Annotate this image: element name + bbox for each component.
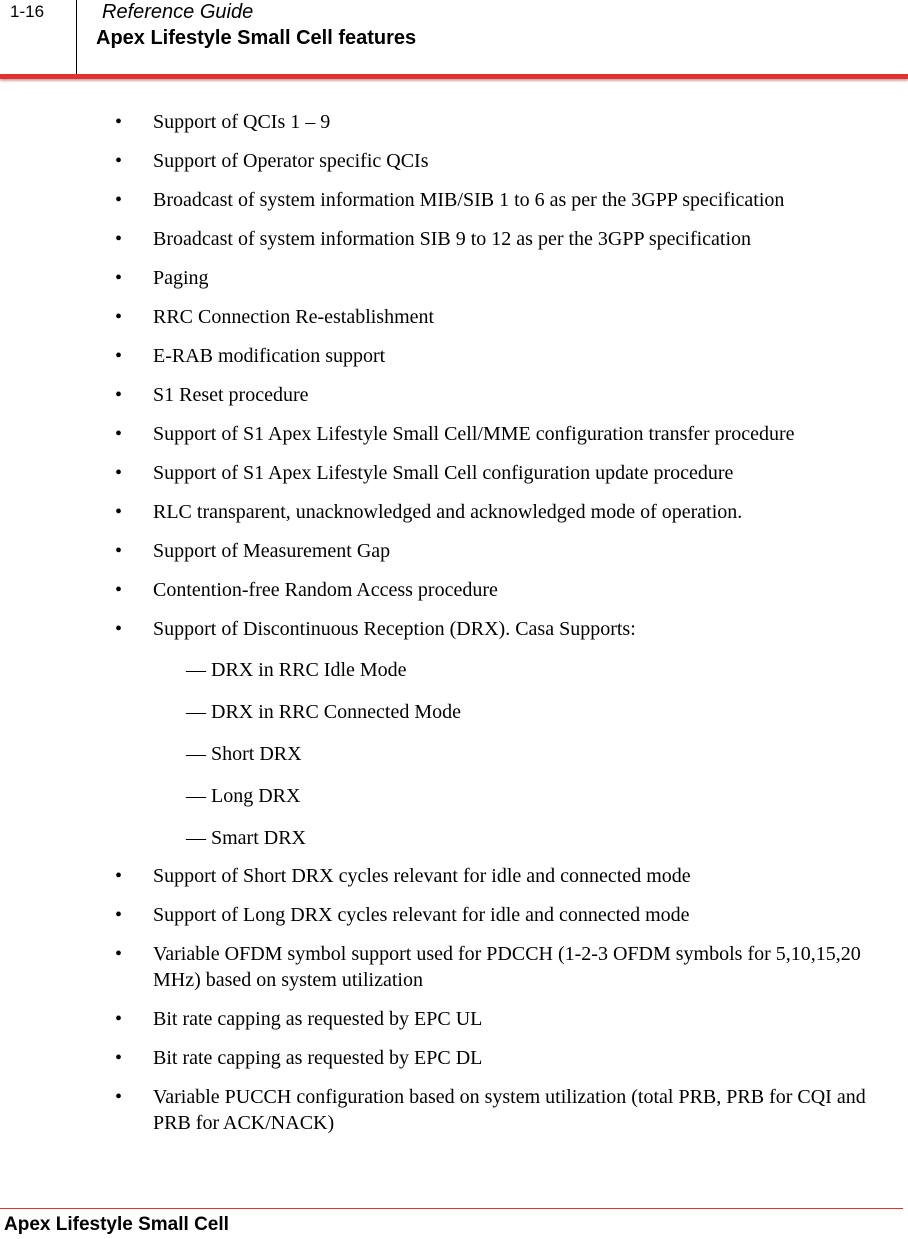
bullet-icon: • bbox=[115, 345, 123, 367]
list-item bbox=[0, 265, 908, 291]
list-item bbox=[0, 538, 908, 564]
list-item-text: Contention-free Random Access procedure bbox=[153, 579, 498, 601]
list-item-text: Variable PUCCH configuration based on system utilization (total PRB, PRB for CQI and PRB for ACK/NACK) bbox=[153, 1086, 866, 1134]
list-item bbox=[0, 148, 908, 174]
list-item-text: Bit rate capping as requested by EPC UL bbox=[153, 1008, 483, 1030]
bullet-icon: • bbox=[115, 306, 123, 328]
list-item-text: Support of Measurement Gap bbox=[153, 540, 391, 562]
bullet-icon: • bbox=[115, 618, 123, 640]
list-item-text: Variable OFDM symbol support used for PDCCH (1-2-3 OFDM symbols for 5,10,15,20 MHz) based on system utilization bbox=[153, 943, 861, 991]
list-item bbox=[0, 863, 908, 889]
list-item bbox=[0, 304, 908, 330]
bullet-icon: • bbox=[115, 1008, 123, 1030]
list-item bbox=[0, 1084, 908, 1136]
list-item-text: S1 Reset procedure bbox=[153, 384, 309, 406]
list-item bbox=[0, 421, 908, 447]
sub-list-item: — Long DRX bbox=[186, 785, 301, 807]
list-item-text: E-RAB modification support bbox=[153, 345, 386, 367]
list-item bbox=[0, 460, 908, 486]
bullet-icon: • bbox=[115, 865, 123, 887]
sub-list-item: — Short DRX bbox=[186, 743, 302, 765]
list-item-text: Broadcast of system information SIB 9 to 12 as per the 3GPP specification bbox=[153, 228, 752, 250]
list-item-text: Support of Discontinuous Reception (DRX). Casa Supports: bbox=[153, 618, 636, 640]
list-item bbox=[0, 616, 908, 851]
list-item bbox=[0, 382, 908, 408]
drx-sublist bbox=[153, 657, 898, 851]
list-item-text: RRC Connection Re-establishment bbox=[153, 306, 435, 328]
list-item bbox=[0, 941, 908, 993]
list-item bbox=[0, 577, 908, 603]
bullet-icon: • bbox=[115, 267, 123, 289]
sub-list-item: — DRX in RRC Connected Mode bbox=[186, 701, 461, 723]
footer-rule bbox=[0, 1208, 903, 1209]
list-item-text: Support of Long DRX cycles relevant for idle and connected mode bbox=[153, 904, 690, 926]
bullet-icon: • bbox=[115, 384, 123, 406]
section-title: Apex Lifestyle Small Cell features bbox=[96, 27, 417, 49]
bullet-icon: • bbox=[115, 540, 123, 562]
footer-title: Apex Lifestyle Small Cell bbox=[4, 1214, 229, 1235]
bullet-icon: • bbox=[115, 150, 123, 172]
list-item-text: Broadcast of system information MIB/SIB 1 to 6 as per the 3GPP specification bbox=[153, 189, 785, 211]
list-item bbox=[0, 499, 908, 525]
bullet-icon: • bbox=[115, 943, 123, 965]
list-item bbox=[0, 187, 908, 213]
bullet-icon: • bbox=[115, 423, 123, 445]
list-item-text: Support of S1 Apex Lifestyle Small Cell/MME configuration transfer procedure bbox=[153, 423, 795, 445]
bullet-icon: • bbox=[115, 501, 123, 523]
bullet-icon: • bbox=[115, 462, 123, 484]
page-header bbox=[0, 0, 908, 80]
list-item bbox=[0, 226, 908, 252]
list-item-text: Support of QCIs 1 – 9 bbox=[153, 111, 331, 133]
sub-list-item: — DRX in RRC Idle Mode bbox=[186, 659, 407, 681]
bullet-icon: • bbox=[115, 228, 123, 250]
header-divider bbox=[76, 0, 77, 76]
bullet-icon: • bbox=[115, 579, 123, 601]
list-item bbox=[0, 343, 908, 369]
list-item-text: Support of Operator specific QCIs bbox=[153, 150, 429, 172]
bullet-icon: • bbox=[115, 111, 123, 133]
feature-list bbox=[0, 109, 908, 1149]
list-item-text: Support of S1 Apex Lifestyle Small Cell configuration update procedure bbox=[153, 462, 734, 484]
page-number: 1-16 bbox=[10, 2, 45, 21]
bullet-icon: • bbox=[115, 1047, 123, 1069]
list-item bbox=[0, 902, 908, 928]
guide-title: Reference Guide bbox=[102, 1, 254, 23]
list-item bbox=[0, 1006, 908, 1032]
bullet-icon: • bbox=[115, 189, 123, 211]
bullet-icon: • bbox=[115, 904, 123, 926]
sub-list-item: — Smart DRX bbox=[186, 827, 306, 849]
list-item-text: Paging bbox=[153, 267, 209, 289]
list-item-text: Support of Short DRX cycles relevant for idle and connected mode bbox=[153, 865, 691, 887]
header-rule bbox=[0, 74, 908, 79]
bullet-icon: • bbox=[115, 1086, 123, 1108]
list-item bbox=[0, 1045, 908, 1071]
list-item-text: Bit rate capping as requested by EPC DL bbox=[153, 1047, 483, 1069]
list-item-text: RLC transparent, unacknowledged and acknowledged mode of operation. bbox=[153, 501, 743, 523]
list-item bbox=[0, 109, 908, 135]
